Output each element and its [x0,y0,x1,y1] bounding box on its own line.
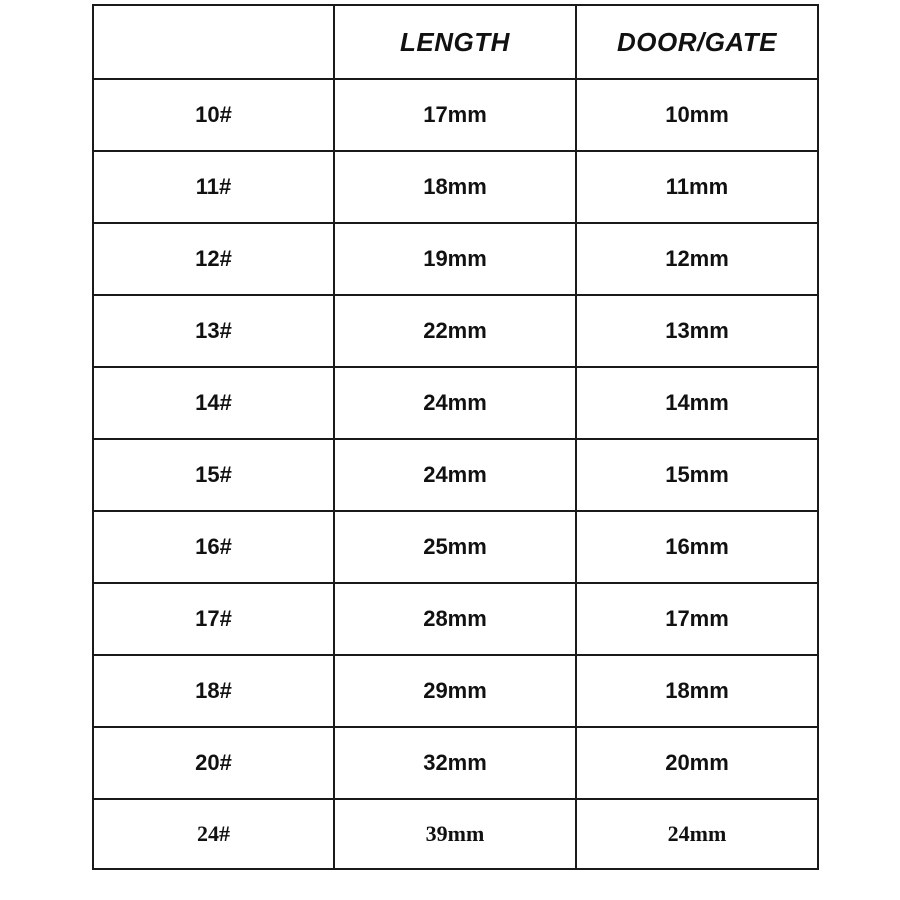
size-chart-table [92,4,819,870]
table-row [93,79,818,151]
size-cell: 15# [93,439,334,511]
length-cell: 24mm [334,367,576,439]
size-cell: 14# [93,367,334,439]
length-cell: 39mm [334,799,576,869]
table-row [93,295,818,367]
table-row [93,223,818,295]
table-row [93,511,818,583]
length-cell: 24mm [334,439,576,511]
length-cell: 29mm [334,655,576,727]
size-cell: 18# [93,655,334,727]
size-cell: 13# [93,295,334,367]
door-gate-cell: 13mm [576,295,818,367]
size-cell: 20# [93,727,334,799]
size-cell: 16# [93,511,334,583]
table-row [93,367,818,439]
door-gate-cell: 18mm [576,655,818,727]
door-gate-cell: 16mm [576,511,818,583]
door-gate-cell: 14mm [576,367,818,439]
header-door-gate: DOOR/GATE [576,5,818,79]
table-row [93,727,818,799]
table-row [93,799,818,869]
table-row [93,151,818,223]
door-gate-cell: 12mm [576,223,818,295]
table-header-row [93,5,818,79]
door-gate-cell: 17mm [576,583,818,655]
door-gate-cell: 10mm [576,79,818,151]
door-gate-cell: 15mm [576,439,818,511]
header-size [93,5,334,79]
length-cell: 18mm [334,151,576,223]
table-row [93,655,818,727]
header-length: LENGTH [334,5,576,79]
door-gate-cell: 24mm [576,799,818,869]
length-cell: 25mm [334,511,576,583]
table-row [93,583,818,655]
size-cell: 11# [93,151,334,223]
table-row [93,439,818,511]
size-cell: 17# [93,583,334,655]
length-cell: 22mm [334,295,576,367]
door-gate-cell: 11mm [576,151,818,223]
length-cell: 28mm [334,583,576,655]
table-body [93,79,818,869]
size-cell: 10# [93,79,334,151]
size-cell: 12# [93,223,334,295]
door-gate-cell: 20mm [576,727,818,799]
size-cell: 24# [93,799,334,869]
length-cell: 32mm [334,727,576,799]
length-cell: 19mm [334,223,576,295]
length-cell: 17mm [334,79,576,151]
